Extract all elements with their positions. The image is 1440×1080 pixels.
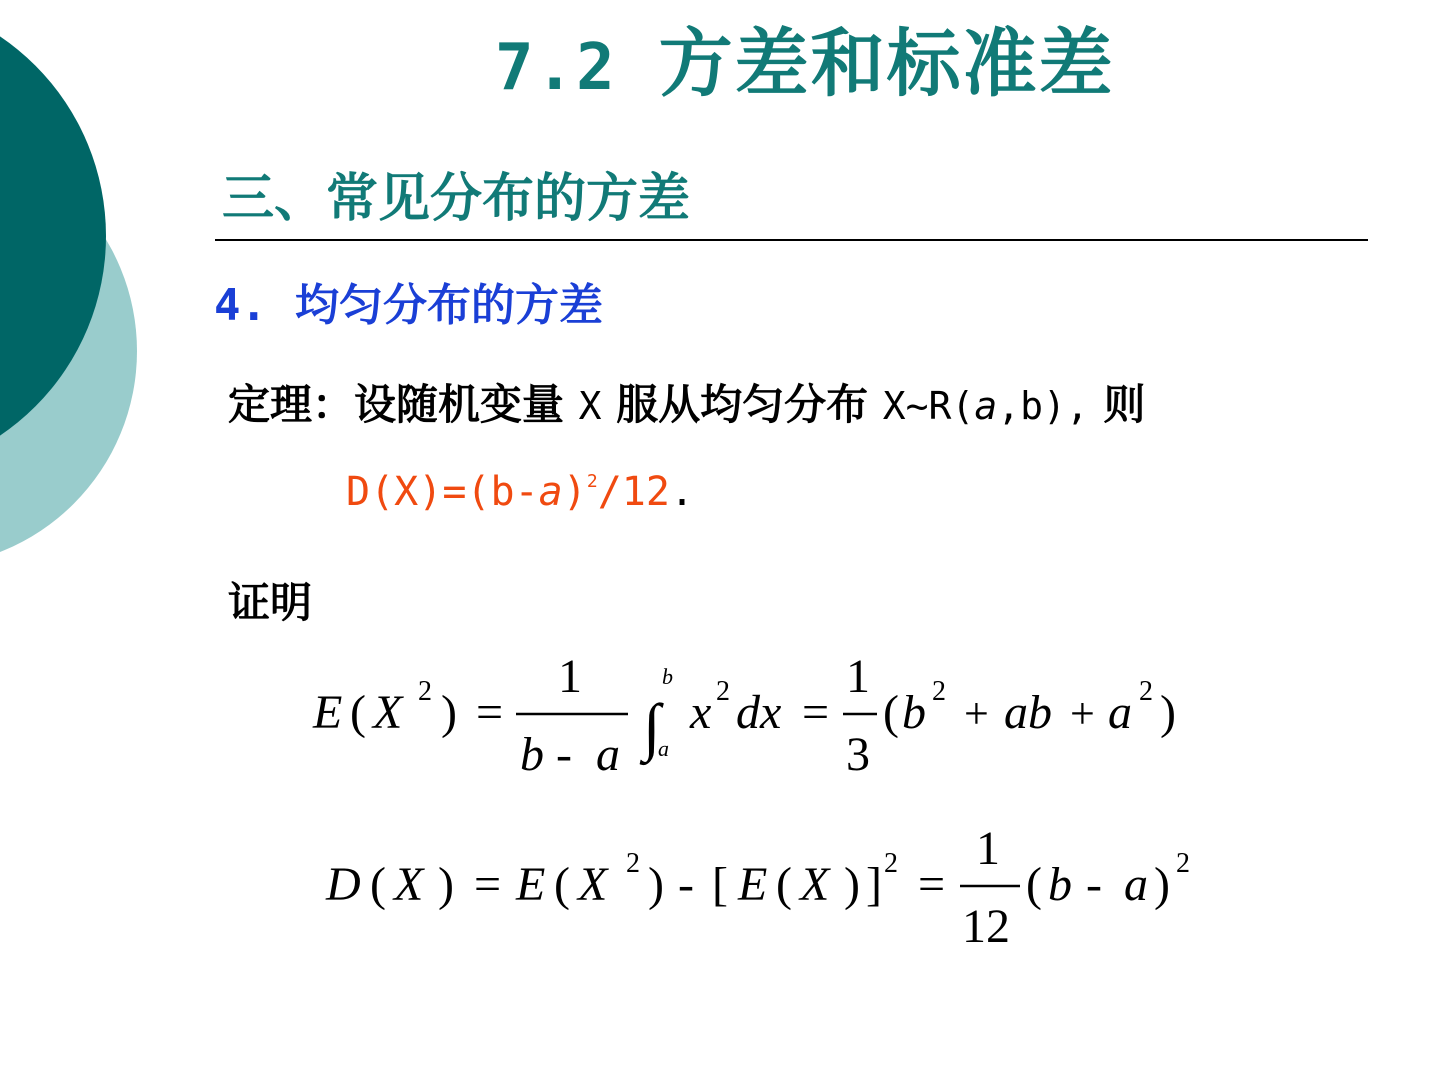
eq2-bracket-E: E [738, 858, 768, 911]
result-close: ) [562, 469, 587, 515]
eq1-term-b-exponent: 2 [932, 676, 946, 707]
eq1-integrand-x: x [690, 686, 712, 739]
eq2-paren-close: ) [1154, 858, 1170, 911]
theorem-label: 定理：设随机变量 [228, 380, 565, 429]
eq2-paren-open: ( [1026, 858, 1042, 911]
heading-divider [215, 239, 1368, 241]
eq1-integrand-exponent: 2 [716, 676, 730, 707]
variance-result [346, 468, 694, 516]
eq2-rparen: ) [438, 858, 454, 911]
eq2-X: X [394, 858, 424, 911]
eq2-paren-minus: - [1086, 858, 1102, 911]
eq1-term-a: a [1108, 686, 1132, 739]
eq2-minus: - [678, 858, 694, 911]
section-heading: 三、常见分布的方差 [222, 169, 691, 229]
eq1-integral-upper: b [662, 664, 673, 689]
eq1-fraction2-numerator: 1 [846, 650, 870, 703]
eq2-equals-1: = [474, 858, 502, 911]
eq2-paren-b: b [1048, 858, 1072, 911]
eq1-rparen: ) [441, 686, 457, 739]
eq2-E: E [516, 858, 546, 911]
eq2-equals-2: = [918, 858, 946, 911]
equation-variance [0, 815, 1440, 965]
eq1-fraction1-numerator: 1 [558, 650, 582, 703]
eq1-lparen: ( [350, 686, 366, 739]
eq2-paren-exponent: 2 [1176, 848, 1190, 879]
eq2-bracket-X: X [800, 858, 830, 911]
eq1-fraction1-den-b: b [520, 728, 544, 781]
result-suffix: /12 [597, 469, 670, 515]
theorem-text: 服从均匀分布 [616, 380, 869, 429]
eq1-fraction2-denominator: 3 [846, 728, 870, 781]
slide-title [495, 22, 1115, 107]
result-exponent: 2 [586, 471, 598, 492]
eq1-equals-2: = [802, 686, 830, 739]
eq2-paren-a: a [1124, 858, 1148, 911]
distribution-suffix: ,b), [997, 384, 1089, 428]
eq1-term-b: b [902, 686, 926, 739]
theorem-then: 则 [1103, 380, 1146, 429]
eq2-bracket-exponent: 2 [884, 848, 898, 879]
slide-title-text: 方差和标准差 [658, 21, 1115, 107]
eq2-E-lparen: ( [554, 858, 570, 911]
result-period: . [669, 469, 695, 515]
distribution-prefix: X~R( [882, 384, 975, 428]
eq1-X-exponent: 2 [418, 676, 432, 707]
subsection-heading [214, 280, 603, 333]
eq1-paren-close: ) [1160, 686, 1176, 739]
slide-title-number: 7.2 [495, 31, 617, 105]
eq1-fraction1-den-minus: - [556, 728, 572, 781]
eq2-fraction-numerator: 1 [976, 822, 1000, 875]
eq2-bracket-lparen: ( [776, 858, 792, 911]
eq2-bracket-close: ] [866, 858, 882, 911]
eq2-bracket-rparen: ) [844, 858, 860, 911]
subsection-number: 4. [214, 280, 267, 331]
eq1-paren-open: ( [883, 686, 899, 739]
theorem-statement [228, 380, 1145, 430]
eq2-bracket-open: [ [712, 858, 728, 911]
theorem-variable: X [578, 384, 602, 428]
eq1-integral-lower: a [658, 736, 669, 761]
result-param-a: a [538, 469, 563, 515]
result-prefix: D(X)=(b- [346, 469, 539, 515]
eq2-E-rparen: ) [648, 858, 664, 911]
proof-label: 证明 [228, 578, 313, 627]
eq1-fraction1-den-a: a [596, 728, 620, 781]
subsection-text: 均匀分布的方差 [294, 280, 603, 331]
eq2-fraction-denominator: 12 [962, 900, 1010, 953]
equation-second-moment [0, 640, 1440, 790]
eq1-term-ab: ab [1004, 686, 1052, 739]
eq1-equals-1: = [476, 686, 504, 739]
eq2-E-X: X [578, 858, 608, 911]
eq1-plus-1: + [964, 689, 989, 738]
eq1-integral-sign: ∫ [643, 691, 661, 762]
eq1-dx: dx [736, 686, 782, 739]
eq1-E: E [313, 686, 343, 739]
distribution-param-a: a [974, 384, 998, 428]
eq1-X: X [373, 686, 403, 739]
eq1-term-a-exponent: 2 [1139, 676, 1153, 707]
eq2-lparen: ( [370, 858, 386, 911]
eq2-D: D [326, 858, 361, 911]
eq1-plus-2: + [1070, 689, 1095, 738]
eq2-E-X-exponent: 2 [626, 848, 640, 879]
